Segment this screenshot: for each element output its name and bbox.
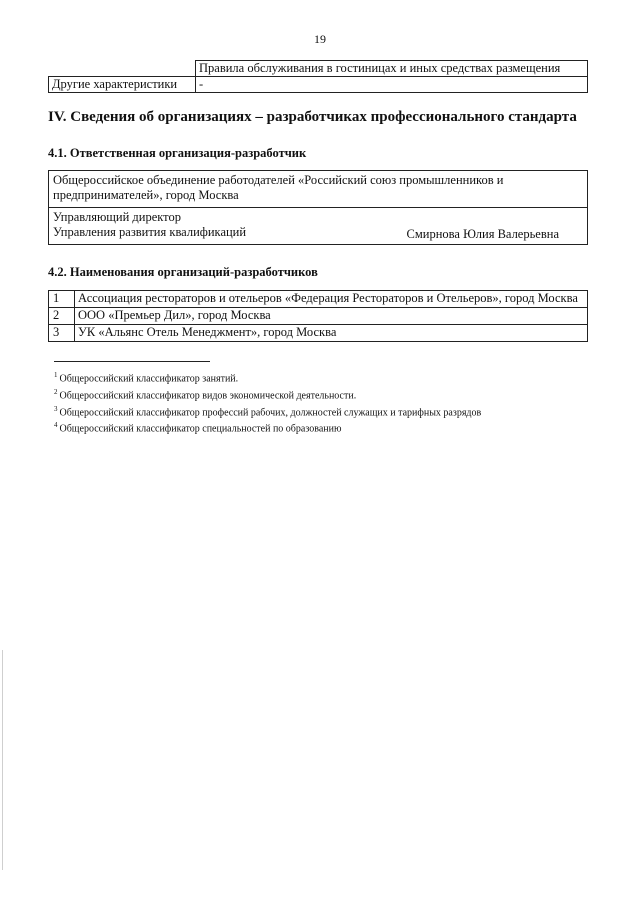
empty-cell xyxy=(49,61,196,77)
footnote xyxy=(54,403,594,420)
director-cell xyxy=(49,208,588,245)
footnotes xyxy=(54,369,594,436)
developer-orgs-heading: 4.2. Наименования организаций-разработчиков xyxy=(48,265,318,279)
org-name: УК «Альянс Отель Менеджмент», город Москва xyxy=(75,325,588,342)
table-row xyxy=(49,208,588,245)
director-department: Управления развития квалификаций xyxy=(53,225,247,239)
footnote-text: Общероссийский классификатор профессий рабочих, должностей служащих и тарифных разрядов xyxy=(59,406,482,418)
org-name-line: Общероссийское объединение работодателей «Российский союз промышленников и xyxy=(53,173,504,187)
footnote-divider xyxy=(54,361,210,362)
responsible-org-heading: 4.1. Ответственная организация-разработчик xyxy=(48,146,307,160)
footnote-mark: 4 xyxy=(54,421,58,430)
footnote xyxy=(54,369,594,386)
footnote-mark: 1 xyxy=(54,371,58,379)
row-number: 3 xyxy=(49,325,75,342)
org-name-line: предпринимателей», город Москва xyxy=(53,188,239,202)
characteristics-table xyxy=(48,60,588,93)
footnote-mark: 2 xyxy=(54,387,58,396)
table-row xyxy=(49,308,588,325)
table-row xyxy=(49,61,588,77)
characteristic-label: Другие характеристики xyxy=(49,77,196,93)
footnote-text: Общероссийский классификатор видов экономической деятельности. xyxy=(59,390,357,402)
responsible-org-table xyxy=(48,170,588,245)
characteristic-value: Правила обслуживания в гостиницах и иных средствах размещения xyxy=(196,61,588,77)
director-position: Управляющий директор xyxy=(53,210,181,224)
row-number: 1 xyxy=(49,291,75,308)
row-number: 2 xyxy=(49,308,75,325)
footnote xyxy=(54,419,594,436)
responsible-org-cell xyxy=(49,171,588,208)
table-row xyxy=(49,291,588,308)
table-row xyxy=(49,325,588,342)
footnote xyxy=(54,386,594,403)
footnote-mark: 3 xyxy=(54,404,58,413)
table-row xyxy=(49,77,588,93)
developer-orgs-table xyxy=(48,290,588,342)
table-row xyxy=(49,171,588,208)
footnote-text: Общероссийский классификатор специальностей по образованию xyxy=(59,423,342,435)
scan-edge-line xyxy=(2,650,3,870)
characteristic-value: - xyxy=(196,77,588,93)
org-name: ООО «Премьер Дил», город Москва xyxy=(75,308,588,325)
director-name: Смирнова Юлия Валерьевна xyxy=(406,227,559,241)
page-number: 19 xyxy=(314,32,326,46)
org-name: Ассоциация рестораторов и отельеров «Федерация Рестораторов и Отельеров», город Москва xyxy=(75,291,588,308)
section-heading: IV. Сведения об организациях – разработчиках профессионального стандарта xyxy=(48,109,577,125)
footnote-text: Общероссийский классификатор занятий. xyxy=(59,373,239,385)
